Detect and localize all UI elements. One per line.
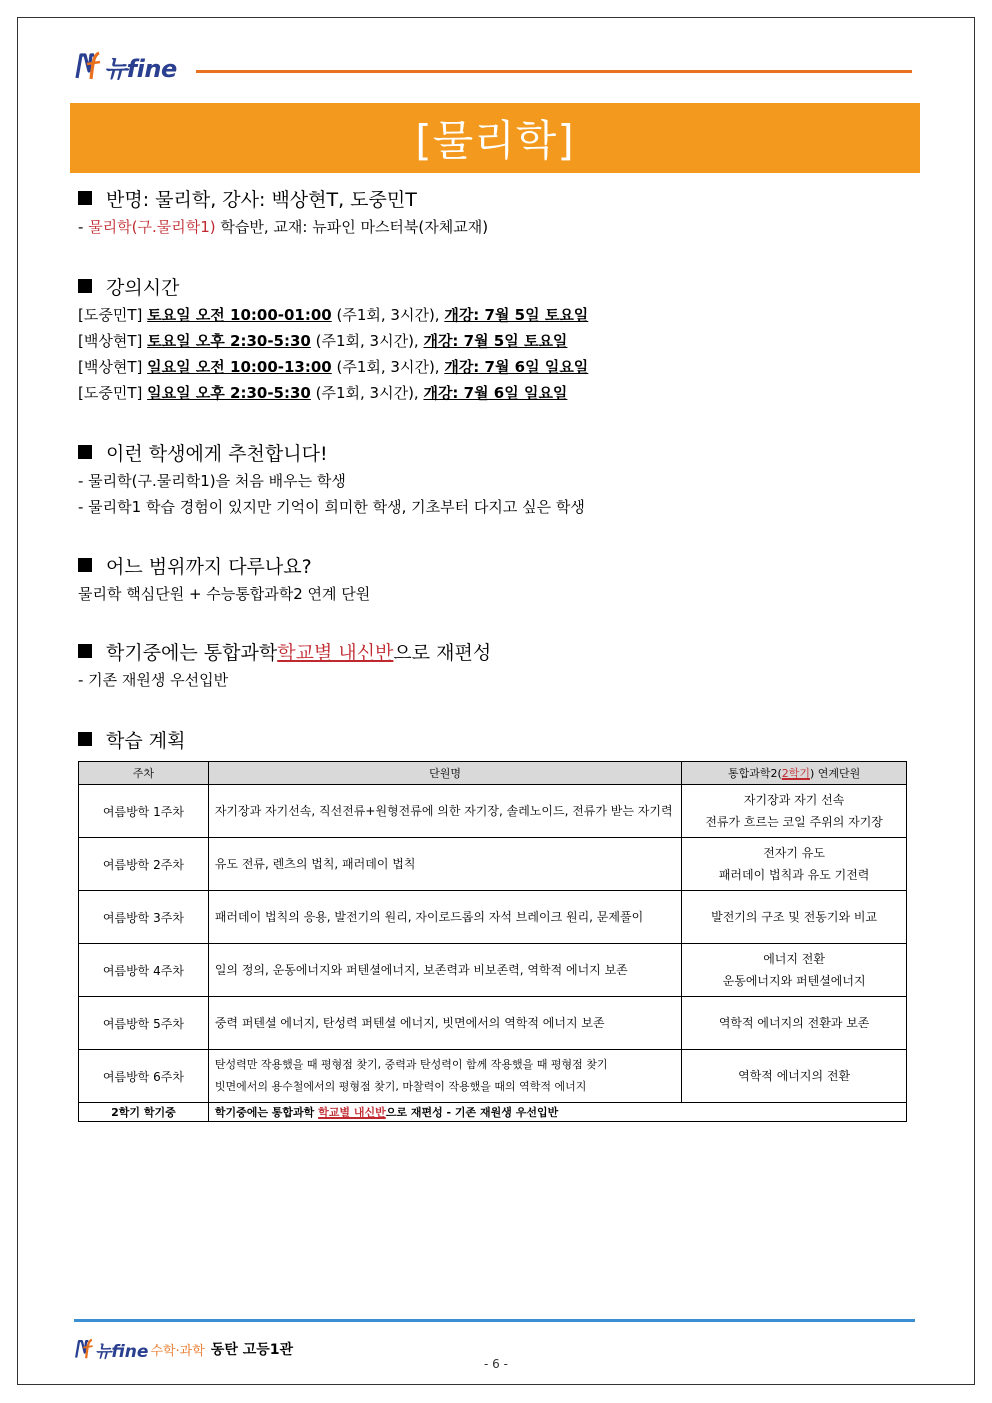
table-row: 여름방학 2주차 유도 전류, 렌츠의 법칙, 패러데이 법칙 전자기 유도 패러데이 법칙과 유도 기전력 — [79, 838, 907, 891]
plan-heading: 학습 계획 — [106, 729, 186, 752]
recommend-heading: 이런 학생에게 추천합니다! — [106, 442, 328, 465]
class-info-line: - 물리학(구.물리학1) 학습반, 교재: 뉴파인 마스터북(자체교재) — [78, 218, 489, 236]
footer-divider — [74, 1319, 915, 1322]
semester-text: - 기존 재원생 우선입반 — [78, 671, 229, 689]
square-bullet-icon — [78, 445, 92, 459]
page-title: [물리학] — [415, 116, 575, 165]
section-scope — [78, 553, 370, 607]
header-week: 주차 — [79, 762, 209, 785]
nf-logo-icon — [74, 51, 102, 81]
course-name-highlight: 물리학(구.물리학1) — [88, 218, 216, 236]
header-link: 통합과학2(2학기) 연계단원 — [682, 762, 907, 785]
section-schedule — [78, 274, 588, 406]
section-recommend — [78, 440, 585, 520]
table-row: 여름방학 1주차 자기장과 자기선속, 직선전류+원형전류에 의한 자기장, 솔레노이드, 전류가 받는 자기력 자기장과 자기 선속 전류가 흐르는 코일 주위의 자기장 — [79, 785, 907, 838]
brand-logo-text: 뉴fine — [104, 54, 177, 83]
page-number: - 6 - — [484, 1357, 508, 1371]
table-row: 여름방학 3주차 패러데이 법칙의 응용, 발전기의 원리, 자이로드롭의 자석 브레이크 원리, 문제풀이 발전기의 구조 및 전동기와 비교 — [79, 891, 907, 944]
table-row: 여름방학 5주차 중력 퍼텐셜 에너지, 탄성력 퍼텐셜 에너지, 빗면에서의 역학적 에너지 보존 역학적 에너지의 전환과 보존 — [79, 997, 907, 1050]
square-bullet-icon — [78, 644, 92, 658]
recommend-item: - 물리학1 학습 경험이 있지만 기억이 희미한 학생, 기초부터 다지고 싶은 학생 — [78, 498, 585, 516]
schedule-row: [도중민T] 일요일 오후 2:30-5:30 (주1회, 3시간), 개강: 7월 6일 일요일 — [78, 384, 568, 402]
recommend-item: - 물리학(구.물리학1)을 처음 배우는 학생 — [78, 472, 346, 490]
section-class-info — [78, 186, 488, 240]
square-bullet-icon — [78, 558, 92, 572]
header-divider — [196, 70, 912, 73]
schedule-row: [백상현T] 토요일 오후 2:30-5:30 (주1회, 3시간), 개강: 7월 5일 토요일 — [78, 332, 568, 350]
footer-logo: 뉴fine 수학·과학 동탄 고등1관 — [74, 1336, 293, 1362]
title-banner — [70, 103, 920, 173]
section-plan — [78, 727, 185, 751]
table-row-semester: 2학기 학기중 학기중에는 통합과학 학교별 내신반으로 재편성 - 기존 재원생 우선입반 — [79, 1103, 907, 1122]
schedule-row: [백상현T] 일요일 오전 10:00-13:00 (주1회, 3시간), 개강: 7월 6일 일요일 — [78, 358, 589, 376]
header-unit: 단원명 — [208, 762, 681, 785]
schedule-row: [도중민T] 토요일 오전 10:00-01:00 (주1회, 3시간), 개강: 7월 5일 토요일 — [78, 306, 589, 324]
study-plan-table — [78, 761, 907, 1122]
table-header-row — [79, 762, 907, 785]
section-semester: 학기중에는 통합과학 학교별 내신반 으로 재편성 - 기존 재원생 우선입반 — [78, 639, 491, 693]
scope-heading: 어느 범위까지 다루나요? — [106, 555, 312, 578]
brand-logo — [74, 50, 177, 82]
class-info-heading: 반명: 물리학, 강사: 백상현T, 도중민T — [106, 188, 417, 211]
school-class-highlight: 학교별 내신반 — [277, 641, 394, 664]
square-bullet-icon — [78, 732, 92, 746]
footer-branch: 동탄 고등1관 — [210, 1342, 294, 1358]
schedule-heading: 강의시간 — [106, 276, 180, 299]
square-bullet-icon — [78, 279, 92, 293]
table-row: 여름방학 6주차 탄성력만 작용했을 때 평형점 찾기, 중력과 탄성력이 함께 작용했을 때 평형점 찾기 빗면에서의 용수철에서의 평형점 찾기, 마찰력이 작용했을 때의 역학적 에너지 역학적 에너지의 전환 — [79, 1050, 907, 1103]
scope-text: 물리학 핵심단원 + 수능통합과학2 연계 단원 — [78, 585, 371, 603]
table-row: 여름방학 4주차 일의 정의, 운동에너지와 퍼텐셜에너지, 보존력과 비보존력, 역학적 에너지 보존 에너지 전환 운동에너지와 퍼텐셜에너지 — [79, 944, 907, 997]
square-bullet-icon — [78, 191, 92, 205]
